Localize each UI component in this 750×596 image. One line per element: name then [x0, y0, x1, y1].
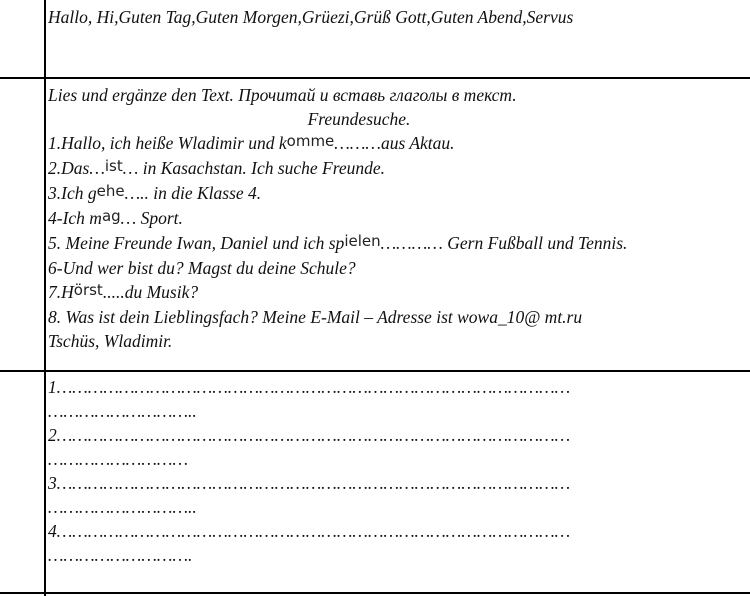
handwritten-answer: ehe: [96, 182, 125, 200]
row-divider-1: [0, 77, 750, 79]
letter-line-2: [48, 156, 750, 181]
answer-line-3a: 3………………………………………………………………………………………: [48, 473, 571, 493]
line-text: ………aus Aktau.: [334, 133, 455, 153]
line-text: Tschüs, Wladimir.: [48, 331, 173, 351]
greetings-text: Hallo, Hi,Guten Tag,Guten Morgen,Grüezi,Grüß Gott,Guten Abend,Servus: [48, 7, 574, 27]
row-divider-3: [0, 592, 750, 594]
line-text: 5. Meine Freunde Iwan, Daniel und ich sp: [48, 233, 345, 253]
row-divider-2: [0, 370, 750, 372]
letter-line-5: [48, 231, 750, 256]
answers-cell: [48, 375, 750, 567]
letter-line-8: [48, 305, 750, 329]
letter-line-6: [48, 256, 750, 280]
handwritten-answer: omme: [286, 132, 335, 150]
line-text: 4-Ich m: [48, 208, 102, 228]
line-text: 3.Ich g: [48, 183, 97, 203]
answer-line-2a: 2………………………………………………………………………………………: [48, 425, 571, 445]
line-text: ….. in die Klasse 4.: [124, 183, 262, 203]
letter-signature: [48, 329, 750, 353]
line-text: 2.Das…: [48, 158, 105, 178]
line-text: ………… Gern Fußball und Tennis.: [380, 233, 628, 253]
line-text: 7.H: [48, 282, 74, 302]
line-text: 1.Hallo, ich heiße Wladimir und k: [48, 133, 287, 153]
answer-line-4a: 4………………………………………………………………………………………: [48, 521, 571, 541]
line-text: 6-Und wer bist du? Magst du deine Schule?: [48, 258, 356, 278]
handwritten-answer: ag: [101, 207, 121, 225]
line-text: 8. Was ist dein Lieblingsfach? Meine E-Mail – Adresse ist wowa_10@ mt.ru: [48, 307, 583, 327]
table-left-border: [44, 0, 46, 596]
line-text: … in Kasachstan. Ich suche Freunde.: [122, 158, 386, 178]
letter-title: Freundesuche.: [307, 109, 411, 129]
answer-line-1a: 1………………………………………………………………………………………: [48, 377, 571, 397]
greetings-cell: [48, 5, 750, 29]
letter-line-1: [48, 131, 750, 156]
handwritten-answer: ielen: [344, 232, 381, 250]
letter-line-7: [48, 280, 750, 305]
letter-line-3: [48, 181, 750, 206]
handwritten-answer: örst: [73, 281, 103, 299]
line-text: … Sport.: [120, 208, 183, 228]
letter-line-4: [48, 206, 750, 231]
answer-line-2b: ………………………: [48, 449, 189, 469]
instruction-text: Lies und ergänze den Text. Прочитай и вставь глаголы в текст.: [48, 85, 517, 105]
answer-line-3b: ………………………..: [48, 497, 197, 517]
answer-line-4b: ……………………….: [48, 545, 193, 565]
exercise-cell: [48, 83, 750, 353]
handwritten-answer: ist: [104, 157, 123, 175]
answer-line-1b: ………………………..: [48, 401, 197, 421]
line-text: .....du Musik?: [102, 282, 199, 302]
